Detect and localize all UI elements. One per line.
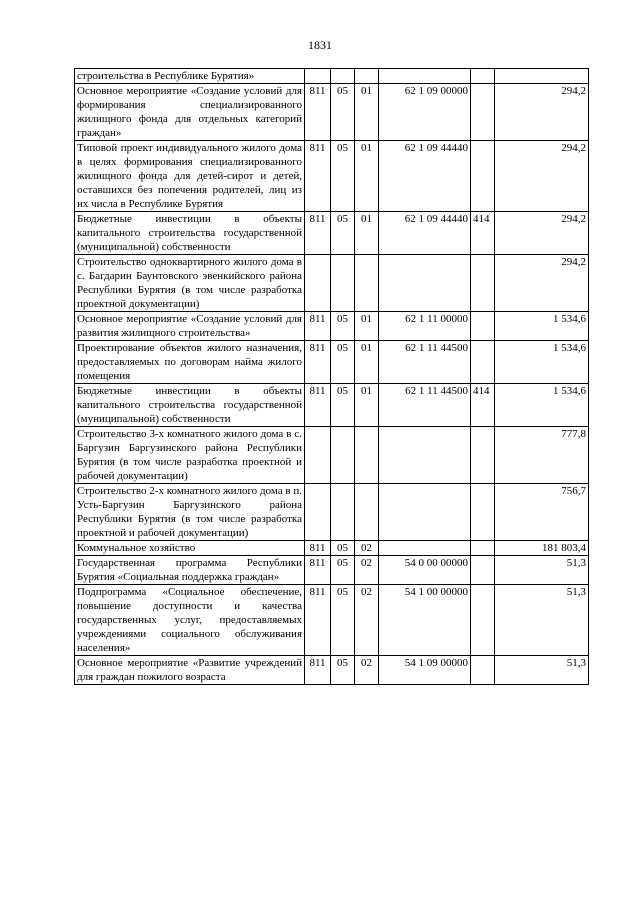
row-name-cell: строительства в Республике Бурятия» <box>75 69 305 84</box>
row-vr-cell <box>471 341 495 384</box>
row-gr-cell: 811 <box>305 141 331 212</box>
row-vr-cell <box>471 312 495 341</box>
row-gr-cell: 811 <box>305 384 331 427</box>
table-row <box>75 212 589 255</box>
row-vr-cell <box>471 255 495 312</box>
row-name-cell: Бюджетные инвестиции в объекты капитального строительства государственной (муниципальной) собственности <box>75 212 305 255</box>
row-gr-cell: 811 <box>305 341 331 384</box>
row-csr-cell: 54 1 09 00000 <box>379 656 471 685</box>
table-row <box>75 427 589 484</box>
row-pr-cell <box>355 69 379 84</box>
row-vr-cell <box>471 69 495 84</box>
row-gr-cell: 811 <box>305 84 331 141</box>
row-name-cell: Основное мероприятие «Развитие учреждений для граждан пожилого возраста <box>75 656 305 685</box>
row-pr-cell: 01 <box>355 341 379 384</box>
row-pr-cell: 01 <box>355 384 379 427</box>
row-sum-cell: 1 534,6 <box>495 312 589 341</box>
row-pr-cell: 02 <box>355 541 379 556</box>
table-row <box>75 255 589 312</box>
row-name-cell: Коммунальное хозяйство <box>75 541 305 556</box>
row-sum-cell <box>495 69 589 84</box>
row-rz-cell: 05 <box>331 141 355 212</box>
row-sum-cell: 51,3 <box>495 556 589 585</box>
row-vr-cell <box>471 656 495 685</box>
row-rz-cell <box>331 255 355 312</box>
row-gr-cell: 811 <box>305 656 331 685</box>
row-sum-cell: 756,7 <box>495 484 589 541</box>
row-vr-cell <box>471 427 495 484</box>
row-name-cell: Строительство 3-х комнатного жилого дома в с. Баргузин Баргузинского района Республики Бурятия (в том числе разработка проектной и рабочей документации) <box>75 427 305 484</box>
row-name-cell: Основное мероприятие «Создание условий для развития жилищного строительства» <box>75 312 305 341</box>
row-gr-cell <box>305 427 331 484</box>
row-rz-cell: 05 <box>331 341 355 384</box>
row-rz-cell <box>331 427 355 484</box>
row-pr-cell: 01 <box>355 84 379 141</box>
page-number: 1831 <box>308 38 332 52</box>
row-rz-cell: 05 <box>331 384 355 427</box>
row-gr-cell <box>305 255 331 312</box>
row-csr-cell: 62 1 09 44440 <box>379 212 471 255</box>
row-name-cell: Проектирование объектов жилого назначения, предоставляемых по договорам найма жилого помещения <box>75 341 305 384</box>
row-name-cell: Строительство одноквартирного жилого дома в с. Багдарин Баунтовского эвенкийского района Республики Бурятия (в том числе разработка проектной документации) <box>75 255 305 312</box>
row-name-cell: Строительство 2-х комнатного жилого дома в п. Усть-Баргузин Баргузинского района Республики Бурятия (в том числе разработка проектной и рабочей документации) <box>75 484 305 541</box>
row-vr-cell: 414 <box>471 212 495 255</box>
row-gr-cell: 811 <box>305 585 331 656</box>
row-sum-cell: 1 534,6 <box>495 341 589 384</box>
table-row <box>75 656 589 685</box>
row-csr-cell <box>379 484 471 541</box>
row-vr-cell <box>471 541 495 556</box>
row-sum-cell: 777,8 <box>495 427 589 484</box>
row-csr-cell: 62 1 09 44440 <box>379 141 471 212</box>
row-sum-cell: 1 534,6 <box>495 384 589 427</box>
row-csr-cell: 62 1 09 00000 <box>379 84 471 141</box>
row-pr-cell: 02 <box>355 656 379 685</box>
table-row <box>75 84 589 141</box>
row-rz-cell: 05 <box>331 541 355 556</box>
row-name-cell: Подпрограмма «Социальное обеспечение, повышение доступности и качества государственных услуг, предоставляемых учреждениями социального обслуживания населения» <box>75 585 305 656</box>
table-row <box>75 312 589 341</box>
row-sum-cell: 294,2 <box>495 255 589 312</box>
row-name-cell: Типовой проект индивидуального жилого дома в целях формирования специализированного жилищного фонда для детей-сирот и детей, оставшихся без попечения родителей, лиц из их числа в Республике Бурятия <box>75 141 305 212</box>
row-csr-cell <box>379 69 471 84</box>
row-rz-cell: 05 <box>331 84 355 141</box>
row-name-cell: Основное мероприятие «Создание условий для формирования специализированного жилищного фонда для отдельных категорий граждан» <box>75 84 305 141</box>
row-vr-cell <box>471 84 495 141</box>
row-gr-cell: 811 <box>305 541 331 556</box>
row-rz-cell: 05 <box>331 656 355 685</box>
row-sum-cell: 294,2 <box>495 141 589 212</box>
row-sum-cell: 51,3 <box>495 656 589 685</box>
row-pr-cell: 02 <box>355 556 379 585</box>
row-pr-cell: 01 <box>355 141 379 212</box>
table-row <box>75 484 589 541</box>
row-pr-cell <box>355 427 379 484</box>
row-csr-cell: 62 1 11 44500 <box>379 341 471 384</box>
row-csr-cell <box>379 255 471 312</box>
table-row <box>75 585 589 656</box>
row-csr-cell: 62 1 11 44500 <box>379 384 471 427</box>
row-vr-cell <box>471 484 495 541</box>
row-rz-cell: 05 <box>331 312 355 341</box>
table-row <box>75 556 589 585</box>
table-row <box>75 384 589 427</box>
row-csr-cell: 62 1 11 00000 <box>379 312 471 341</box>
row-vr-cell: 414 <box>471 384 495 427</box>
row-rz-cell: 05 <box>331 556 355 585</box>
row-pr-cell <box>355 484 379 541</box>
budget-table <box>74 68 589 685</box>
row-vr-cell <box>471 585 495 656</box>
row-sum-cell: 294,2 <box>495 84 589 141</box>
row-gr-cell <box>305 484 331 541</box>
row-csr-cell: 54 0 00 00000 <box>379 556 471 585</box>
row-vr-cell <box>471 556 495 585</box>
row-pr-cell <box>355 255 379 312</box>
row-name-cell: Государственная программа Республики Бурятия «Социальная поддержка граждан» <box>75 556 305 585</box>
row-rz-cell: 05 <box>331 212 355 255</box>
row-gr-cell: 811 <box>305 312 331 341</box>
row-name-cell: Бюджетные инвестиции в объекты капитального строительства государственной (муниципальной) собственности <box>75 384 305 427</box>
row-rz-cell <box>331 69 355 84</box>
table-row <box>75 141 589 212</box>
table-row <box>75 541 589 556</box>
row-sum-cell: 51,3 <box>495 585 589 656</box>
row-sum-cell: 294,2 <box>495 212 589 255</box>
row-gr-cell: 811 <box>305 212 331 255</box>
row-rz-cell <box>331 484 355 541</box>
table-row <box>75 69 589 84</box>
row-sum-cell: 181 803,4 <box>495 541 589 556</box>
row-rz-cell: 05 <box>331 585 355 656</box>
row-pr-cell: 01 <box>355 212 379 255</box>
row-pr-cell: 02 <box>355 585 379 656</box>
row-csr-cell <box>379 541 471 556</box>
table-row <box>75 341 589 384</box>
row-csr-cell: 54 1 00 00000 <box>379 585 471 656</box>
row-gr-cell <box>305 69 331 84</box>
row-vr-cell <box>471 141 495 212</box>
row-pr-cell: 01 <box>355 312 379 341</box>
row-gr-cell: 811 <box>305 556 331 585</box>
row-csr-cell <box>379 427 471 484</box>
